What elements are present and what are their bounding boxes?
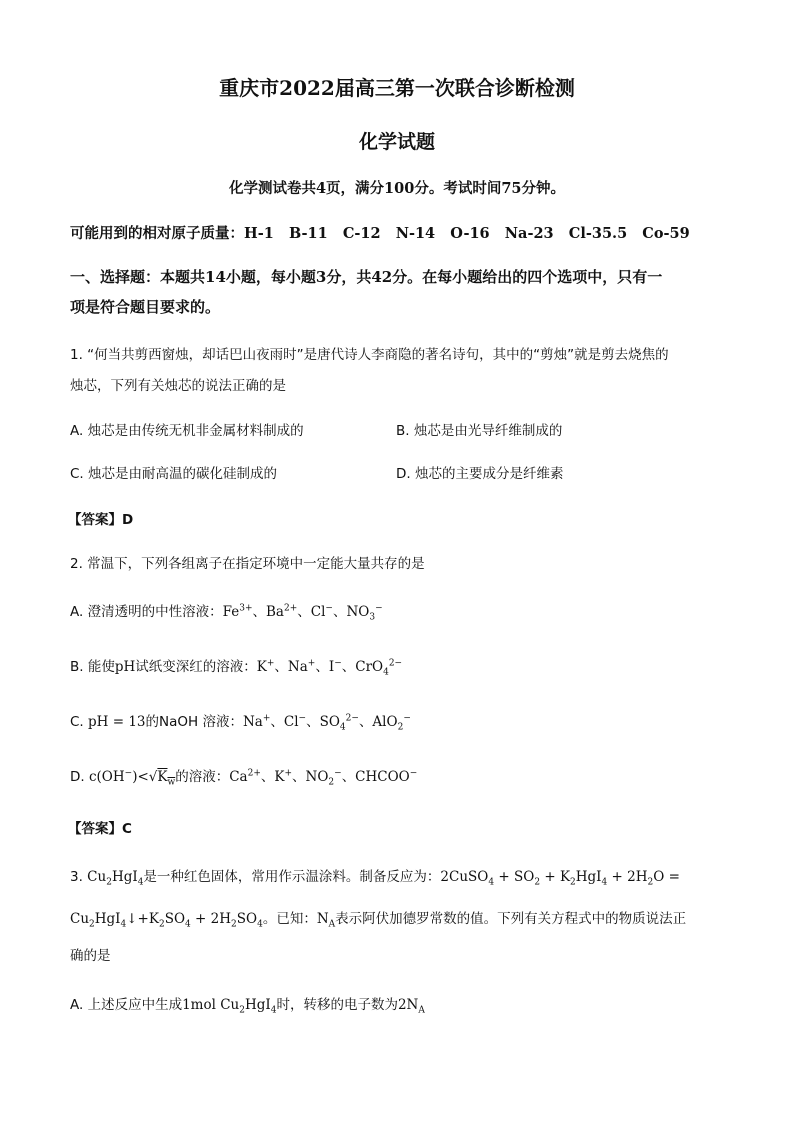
q2-option-a-ions: $Fe^{3+}$、$Ba^{2+}$、Cl−、$NO_3^-$ — [222, 603, 383, 623]
q3-option-a-text2: 时，转移的电子数为 — [276, 997, 398, 1013]
q2-stem: 2. 常温下，下列各组离子在指定环境中一定能大量共存的是 — [70, 556, 425, 572]
q2-option-b-mid: 试纸变深红的溶液： — [135, 659, 257, 675]
q2-answer: 【答案】C — [68, 821, 132, 837]
subject-title: 化学试题 — [358, 131, 435, 153]
q2-option-d-mid: 的溶液： — [175, 769, 230, 785]
q3-stem-text: 是一种红色固体，常用作示温涂料。制备反应为： — [143, 869, 441, 885]
q3-stem-text2: 表示阿伏加德罗常数的值。下列有关方程式中的物质说法正 — [335, 911, 687, 927]
q2-option-c-ph: pH = 13 — [88, 714, 146, 730]
q2-option-a-label: A. 澄清透明的中性溶液： — [70, 604, 223, 620]
q3-option-a-text: A. 上述反应中生成 — [70, 997, 183, 1013]
q3-stem-line2 — [70, 907, 687, 930]
section-heading-line1: 一、选择题：本题共14小题，每小题3分，共42分。在每小题给出的四个选项中，只有一 — [70, 268, 663, 286]
q3-number: 3. — [70, 869, 88, 885]
q1-option-d: D. 烛芯的主要成分是纤维素 — [396, 466, 564, 482]
q1-stem-line2: 烛芯，下列有关烛芯的说法正确的是 — [70, 378, 286, 394]
q3-stem-line3: 确的是 — [70, 948, 111, 964]
q2-option-c-ions: Na+、Cl−、$SO_4^{2-}$、AlO$_2$− — [242, 713, 411, 733]
q3-option-a-formula: 1mol $Cu_2HgI_4$ — [182, 997, 277, 1016]
atomic-mass-line: 可能用到的相对原子质量：H-1 B-11 C-12 N-14 O-16 Na-23 Cl-35.5 Co-59 — [70, 225, 690, 242]
q2-option-a — [70, 600, 383, 623]
q3-stem-line1 — [70, 865, 680, 888]
exam-title: 重庆市2022届高三第一次联合诊断检测 — [219, 76, 575, 100]
q2-option-b-label: B. 能使 — [70, 659, 115, 675]
q2-option-b-ions: K+、Na+、I−、CrO$_4^{2-}$ — [256, 658, 403, 678]
q1-option-b: B. 烛芯是由光导纤维制成的 — [396, 423, 563, 439]
exam-info: 化学测试卷共4页，满分100分。考试时间75分钟。 — [228, 180, 566, 197]
q2-option-d-label: D. — [70, 769, 89, 785]
q3-option-a — [70, 993, 425, 1016]
q3-equation-part1: 2CuSO$_4$ + $SO_2 + K_2HgI_4 + 2H_2O$ = — [440, 869, 680, 888]
q3-equation-part2: $Cu_2HgI_4↓+K_2SO_4 + 2H_2SO_4$ — [70, 911, 263, 930]
q3-na: $N_A$ — [316, 911, 336, 930]
q1-answer: 【答案】D — [68, 512, 134, 528]
section-heading-line2: 项是符合题目要求的。 — [70, 298, 221, 316]
q1-option-c: C. 烛芯是由耐高温的碳化硅制成的 — [70, 466, 278, 482]
q1-option-a: A. 烛芯是由传统无机非金属材料制成的 — [70, 423, 304, 439]
q2-option-c — [70, 710, 411, 733]
q2-option-d — [70, 765, 418, 788]
q2-option-d-condition: $c(OH^-)<√K_w$ — [88, 768, 176, 788]
q3-known: 。已知： — [262, 911, 317, 927]
q2-option-b-ph: pH — [114, 659, 136, 675]
q3-option-a-value: $2N_A$ — [397, 997, 425, 1016]
q3-compound: $Cu_2HgI_4$ — [87, 869, 144, 888]
q1-stem-line1: 1. “何当共剪西窗烛，却话巴山夜雨时”是唐代诗人李商隐的著名诗句，其中的“剪烛”就是剪去烧焦的 — [70, 347, 669, 363]
q2-option-c-mid: 的NaOH 溶液： — [145, 714, 243, 730]
q2-option-b — [70, 655, 403, 678]
q2-option-d-ions: $Ca^{2+}$、K+、$NO_2^-$、CHCOO− — [229, 768, 418, 788]
q2-option-c-label: C. — [70, 714, 89, 730]
